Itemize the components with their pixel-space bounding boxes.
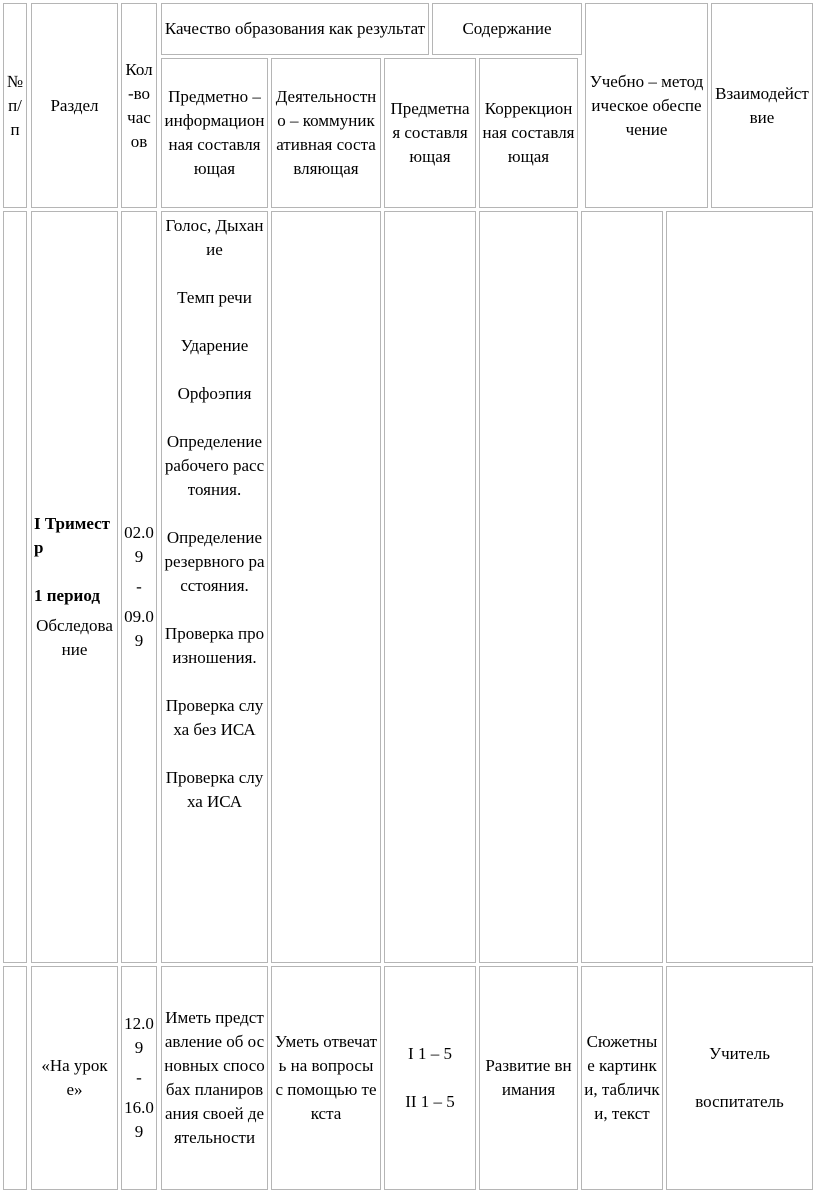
header-correction-part: Коррекционная составляющая: [479, 58, 578, 208]
subject-item: Голос, Дыхание: [165, 216, 264, 259]
subject-item: Ударение: [180, 336, 249, 355]
row2-activity: Уметь отвечать на вопросы с помощью текста: [271, 966, 381, 1190]
header-subject-part: Предметная составляющая: [384, 58, 476, 208]
row2-methodology: Сюжетные картинки, таблички, текст: [581, 966, 663, 1190]
row1-section-name: Обследование: [36, 616, 113, 659]
header-activity-communicative: Деятельностно – коммуникативная составляющая: [271, 58, 381, 208]
row2-date-to: 16.09: [124, 1098, 154, 1141]
row2-section-name: «На уроке»: [41, 1056, 108, 1099]
row1-correction: [479, 211, 578, 963]
row2-date-from: 12.09: [124, 1014, 154, 1057]
header-content-group: Содержание: [432, 3, 582, 55]
row2-dates: [121, 966, 157, 1190]
row1-trimester: I Триместр: [34, 514, 111, 557]
subject-item: Определение резервного расстояния.: [164, 528, 265, 595]
subject-item: Определение рабочего расстояния.: [164, 432, 265, 499]
row2-number: [3, 966, 27, 1190]
row1-subject-info: [161, 211, 268, 963]
row2-interaction-educator: воспитатель: [695, 1092, 784, 1111]
row1-section: [31, 211, 118, 963]
header-subject-info: Предметно – информационная составляющая: [161, 58, 268, 208]
row2-subject-part: [384, 966, 476, 1190]
row1-methodology: [581, 211, 663, 963]
row1-activity: [271, 211, 381, 963]
subject-item: Проверка слуха ИСА: [165, 768, 264, 811]
header-hours: Кол-во часов: [121, 3, 157, 208]
row1-date-to: 09.09: [124, 607, 154, 650]
subject-item: Проверка слуха без ИСА: [165, 696, 264, 739]
row2-subject-info: Иметь представление об основных способах планирования своей деятельности: [161, 966, 268, 1190]
row2-subject-part-2: II 1 – 5: [405, 1092, 455, 1111]
row1-dates: [121, 211, 157, 963]
row1-interaction: [666, 211, 813, 963]
header-quality-group: Качество образования как результат: [161, 3, 429, 55]
row2-subject-part-1: I 1 – 5: [408, 1044, 452, 1063]
row2-interaction-teacher: Учитель: [709, 1044, 770, 1063]
row2-interaction: [666, 966, 813, 1190]
row2-section: [31, 966, 118, 1190]
header-section: Раздел: [31, 3, 118, 208]
header-methodology: Учебно – методическое обеспечение: [585, 3, 708, 208]
row2-correction: Развитие внимания: [479, 966, 578, 1190]
subject-item: Темп речи: [177, 288, 252, 307]
row1-date-from: 02.09: [124, 523, 154, 566]
row2-date-separator: -: [136, 1068, 142, 1087]
row1-date-separator: -: [136, 577, 142, 596]
header-number: № п/п: [3, 3, 27, 208]
header-interaction: Взаимодействие: [711, 3, 813, 208]
subject-item: Орфоэпия: [177, 384, 252, 403]
row1-subject-part: [384, 211, 476, 963]
row1-number: [3, 211, 27, 963]
row1-period: 1 период: [34, 586, 100, 605]
subject-item: Проверка произношения.: [164, 624, 265, 667]
